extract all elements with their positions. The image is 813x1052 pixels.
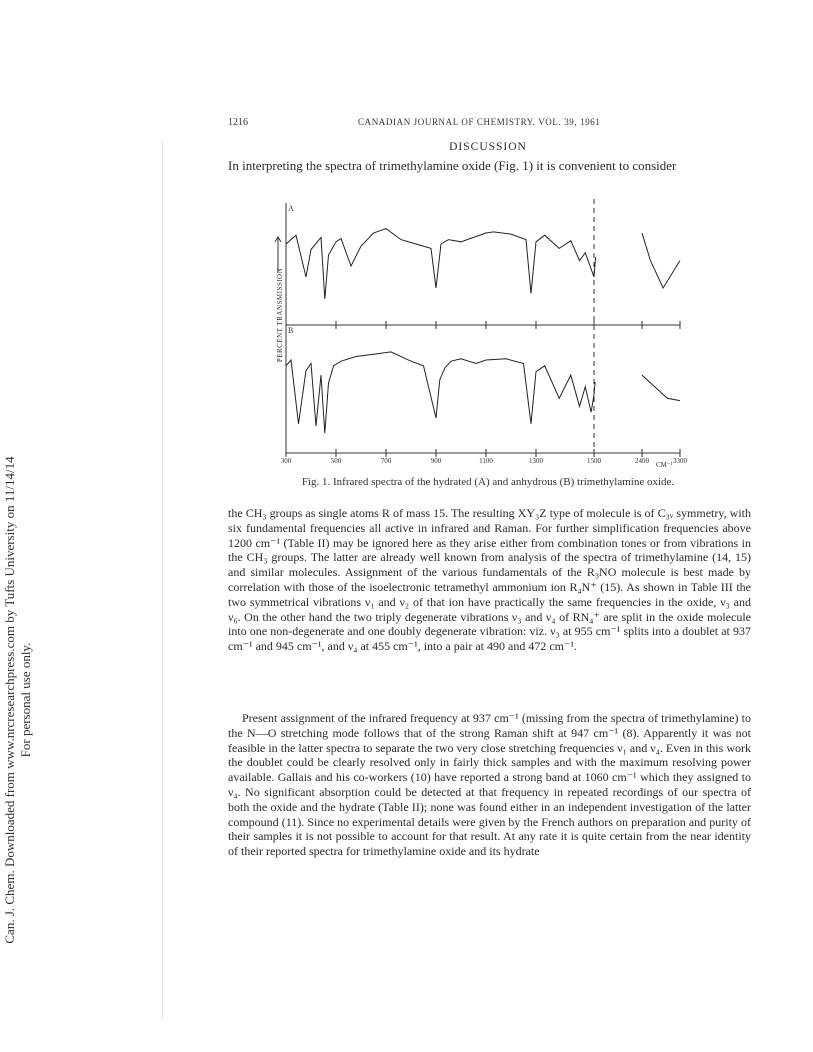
panel-a-label: A [288, 204, 294, 213]
x-tick-label: 2400 [635, 457, 649, 465]
page-number: 1216 [228, 117, 248, 128]
x-tick-label: 1300 [529, 457, 543, 465]
download-watermark [2, 400, 42, 1000]
figure-1 [268, 185, 688, 475]
personal-use-notice: For personal use only. [18, 642, 33, 758]
x-tick-label: 500 [330, 457, 342, 465]
running-head [228, 117, 748, 131]
spectrum-line-b-low [286, 352, 595, 433]
section-title: DISCUSSION [449, 141, 527, 153]
journal-title: CANADIAN JOURNAL OF CHEMISTRY. VOL. 39, 1961 [358, 117, 601, 127]
x-tick-label: 300 [280, 457, 292, 465]
x-tick-label: 1100 [479, 457, 493, 465]
download-notice: Can. J. Chem. Downloaded from www.nrcresearchpress.com by Tufts University on 11/14/14 [2, 456, 17, 944]
y-axis-label: PERCENT TRANSMISSION [276, 267, 284, 363]
intro-line: In interpreting the spectra of trimethylamine oxide (Fig. 1) it is convenient to consider [228, 158, 677, 173]
spectrum-line-a-high [642, 233, 680, 288]
spectrum-line-b-high [642, 375, 680, 401]
x-tick-label: 3300 [673, 457, 687, 465]
scan-edge-line [162, 140, 163, 1020]
panel-b-label: B [288, 326, 294, 335]
body-paragraph-1: the CH₃ groups as single atoms R of mass 15. The resulting XY₃Z type of molecule is of C₃ᵥ symmetry, with six fundamental frequencies all active in infrared and Raman. For further simplification frequencies above 1200 cm⁻¹ (Table II) may be ignored here as they arise either from combination tones or from vibrations in the CH₃ groups. The latter are already well known from analysis of the spectra of trimethylamine (14, 15) and similar molecules. Assignment of the various fundamentals of the R₃NO molecule is best made by correlation with those of the isoelectronic tetramethyl ammonium ion R₄N⁺ (15). As shown in Table III the two symmetrical vibrations ν₁ and ν₂ of that ion have practically the same frequencies in the oxide, ν₃ and ν₆. On the other hand the two triply degenerate vibrations ν₃ and ν₄ of RN₄⁺ are split in the oxide molecule into one non-degenerate and one doubly degenerate vibration: viz. ν₃ at 955 cm⁻¹ splits into a doublet at 937 cm⁻¹ and 945 cm⁻¹, and ν₄ at 455 cm⁻¹, into a pair at 490 and 472 cm⁻¹. [228, 506, 751, 654]
x-tick-label: 1500 [587, 457, 601, 465]
spectrum-line-a-low [286, 229, 596, 299]
x-tick-label: 900 [430, 457, 442, 465]
x-tick-label: 700 [380, 457, 392, 465]
ir-spectrum-chart [268, 185, 688, 475]
figure-caption: Fig. 1. Infrared spectra of the hydrated (A) and anhydrous (B) trimethylamine oxide. [301, 476, 675, 488]
x-unit-label: CM⁻¹ [656, 461, 673, 469]
body-paragraph-2: Present assignment of the infrared frequency at 937 cm⁻¹ (missing from the spectra of trimethylamine) to the N—O stretching mode follows that of the strong Raman shift at 947 cm⁻¹ (8). Apparently it was not feasible in the latter spectra to separate the two very close stretching frequencies ν₁ and ν₄. Even in this work the doublet could be clearly resolved only in fairly thick samples and with the maximum resolving power available. Gallais and his co-workers (10) have reported a strong band at 1060 cm⁻¹ which they assigned to ν₄. No significant absorption could be detected at that frequency in repeated recordings of our spectra of both the oxide and the hydrate (Table II); none was found either in an independent investigation of the latter compound (11). Since no experimental details were given by the French authors on preparation and purity of their samples it is not possible to account for that result. At any rate it is quite certain from the near identity of their reported spectra for trimethylamine oxide and its hydrate [228, 711, 751, 859]
